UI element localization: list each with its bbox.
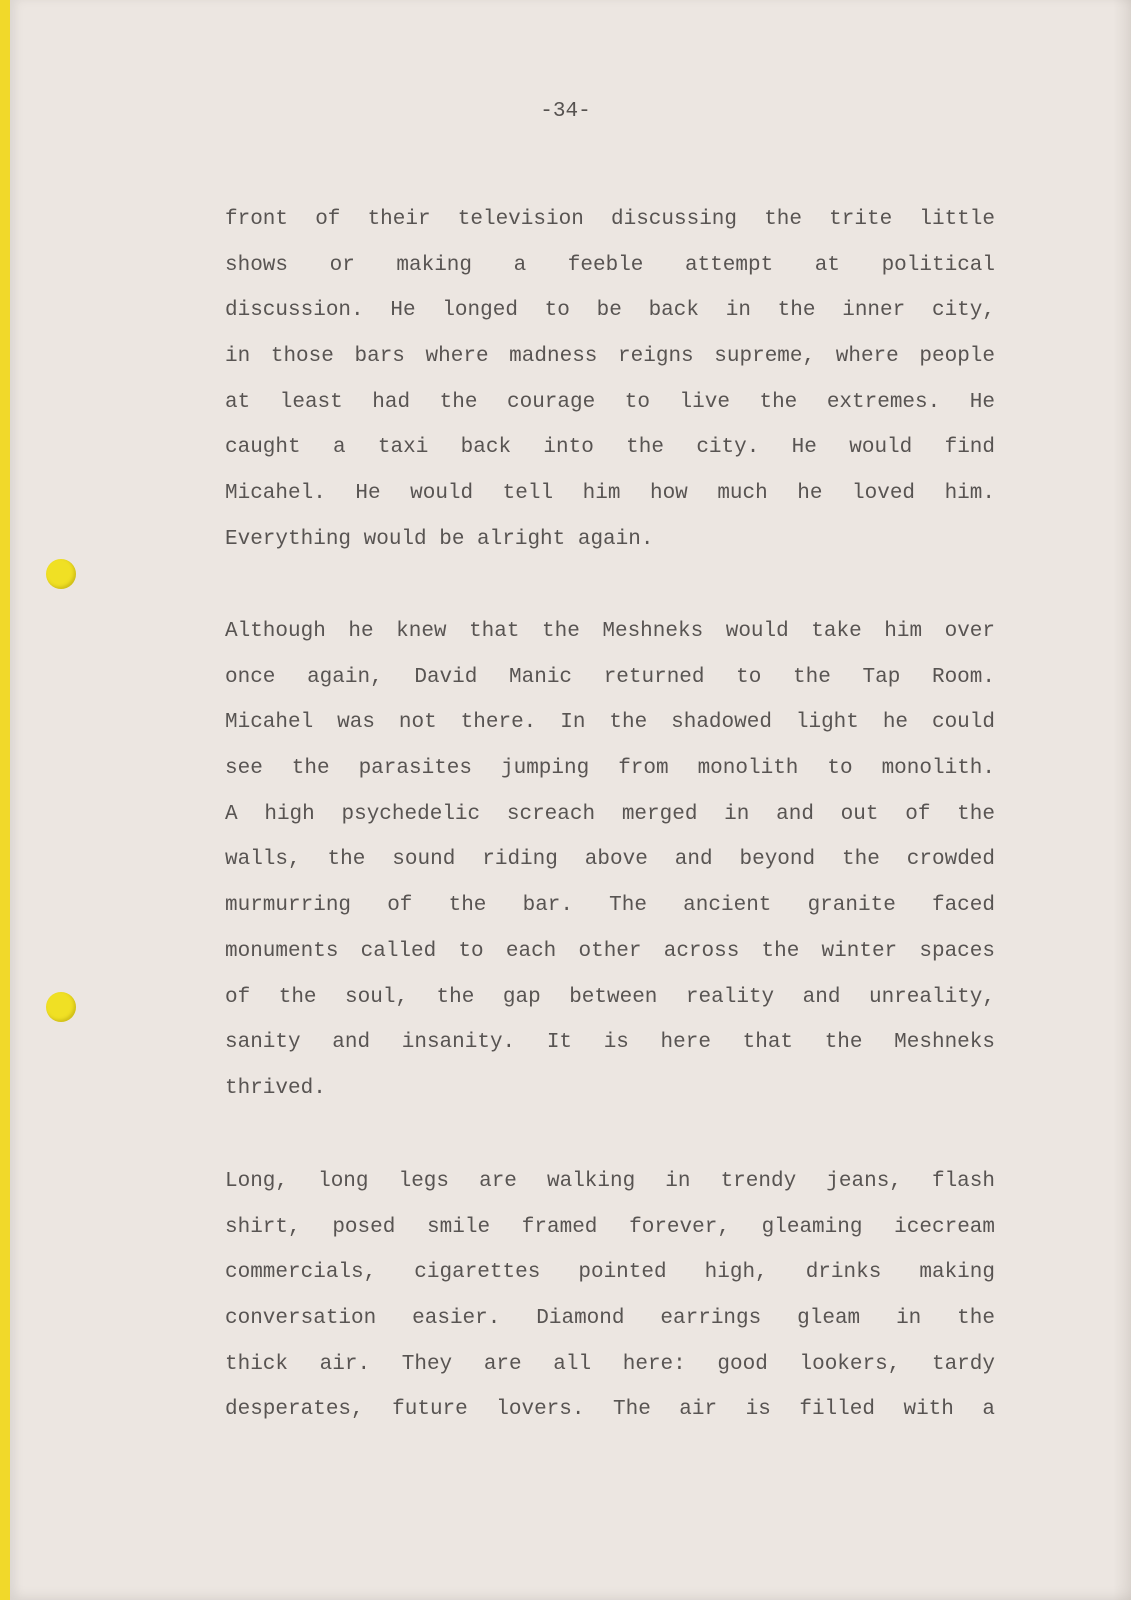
paragraph-3 (225, 1168, 995, 1442)
text-line: thick air. They are all here: good lookers, tardy (225, 1352, 995, 1376)
text-line: once again, David Manic returned to the Tap Room. (225, 665, 995, 689)
text-line: see the parasites jumping from monolith to monolith. (225, 757, 995, 781)
text-line: caught a taxi back into the city. He would find (225, 436, 995, 460)
punch-hole-upper (46, 559, 76, 589)
text-line: murmurring of the bar. The ancient granite faced (225, 894, 995, 918)
text-line: Micahel. He would tell him how much he loved him. (225, 482, 995, 506)
page-number: -34- (540, 100, 591, 123)
paragraph-2 (225, 618, 995, 1121)
text-line: conversation easier. Diamond earrings gleam in the (225, 1307, 995, 1331)
text-line: Micahel was not there. In the shadowed light he could (225, 711, 995, 735)
text-line: commercials, cigarettes pointed high, drinks making (225, 1261, 995, 1285)
text-line: walls, the sound riding above and beyond the crowded (225, 848, 995, 872)
text-line: shirt, posed smile framed forever, gleaming icecream (225, 1215, 995, 1239)
punch-hole-lower (46, 992, 76, 1022)
text-line: shows or making a feeble attempt at political (225, 253, 995, 277)
text-line: monuments called to each other across the winter spaces (225, 939, 995, 963)
text-line: at least had the courage to live the extremes. He (225, 390, 995, 414)
text-line: Long, long legs are walking in trendy jeans, flash (225, 1170, 995, 1193)
text-line: Although he knew that the Meshneks would take him over (225, 620, 995, 643)
text-line: Everything would be alright again. (225, 527, 654, 551)
text-line: thrived. (225, 1076, 326, 1100)
text-line: sanity and insanity. It is here that the Meshneks (225, 1031, 995, 1055)
text-line: of the soul, the gap between reality and unreality, (225, 985, 995, 1009)
text-line: discussion. He longed to be back in the inner city, (225, 299, 995, 323)
text-line: in those bars where madness reigns supreme, where people (225, 345, 995, 369)
text-line: front of their television discussing the trite little (225, 208, 995, 231)
paragraph-1 (225, 206, 995, 572)
text-line: desperates, future lovers. The air is filled with a (225, 1398, 995, 1422)
text-line: A high psychedelic screach merged in and out of the (225, 802, 995, 826)
